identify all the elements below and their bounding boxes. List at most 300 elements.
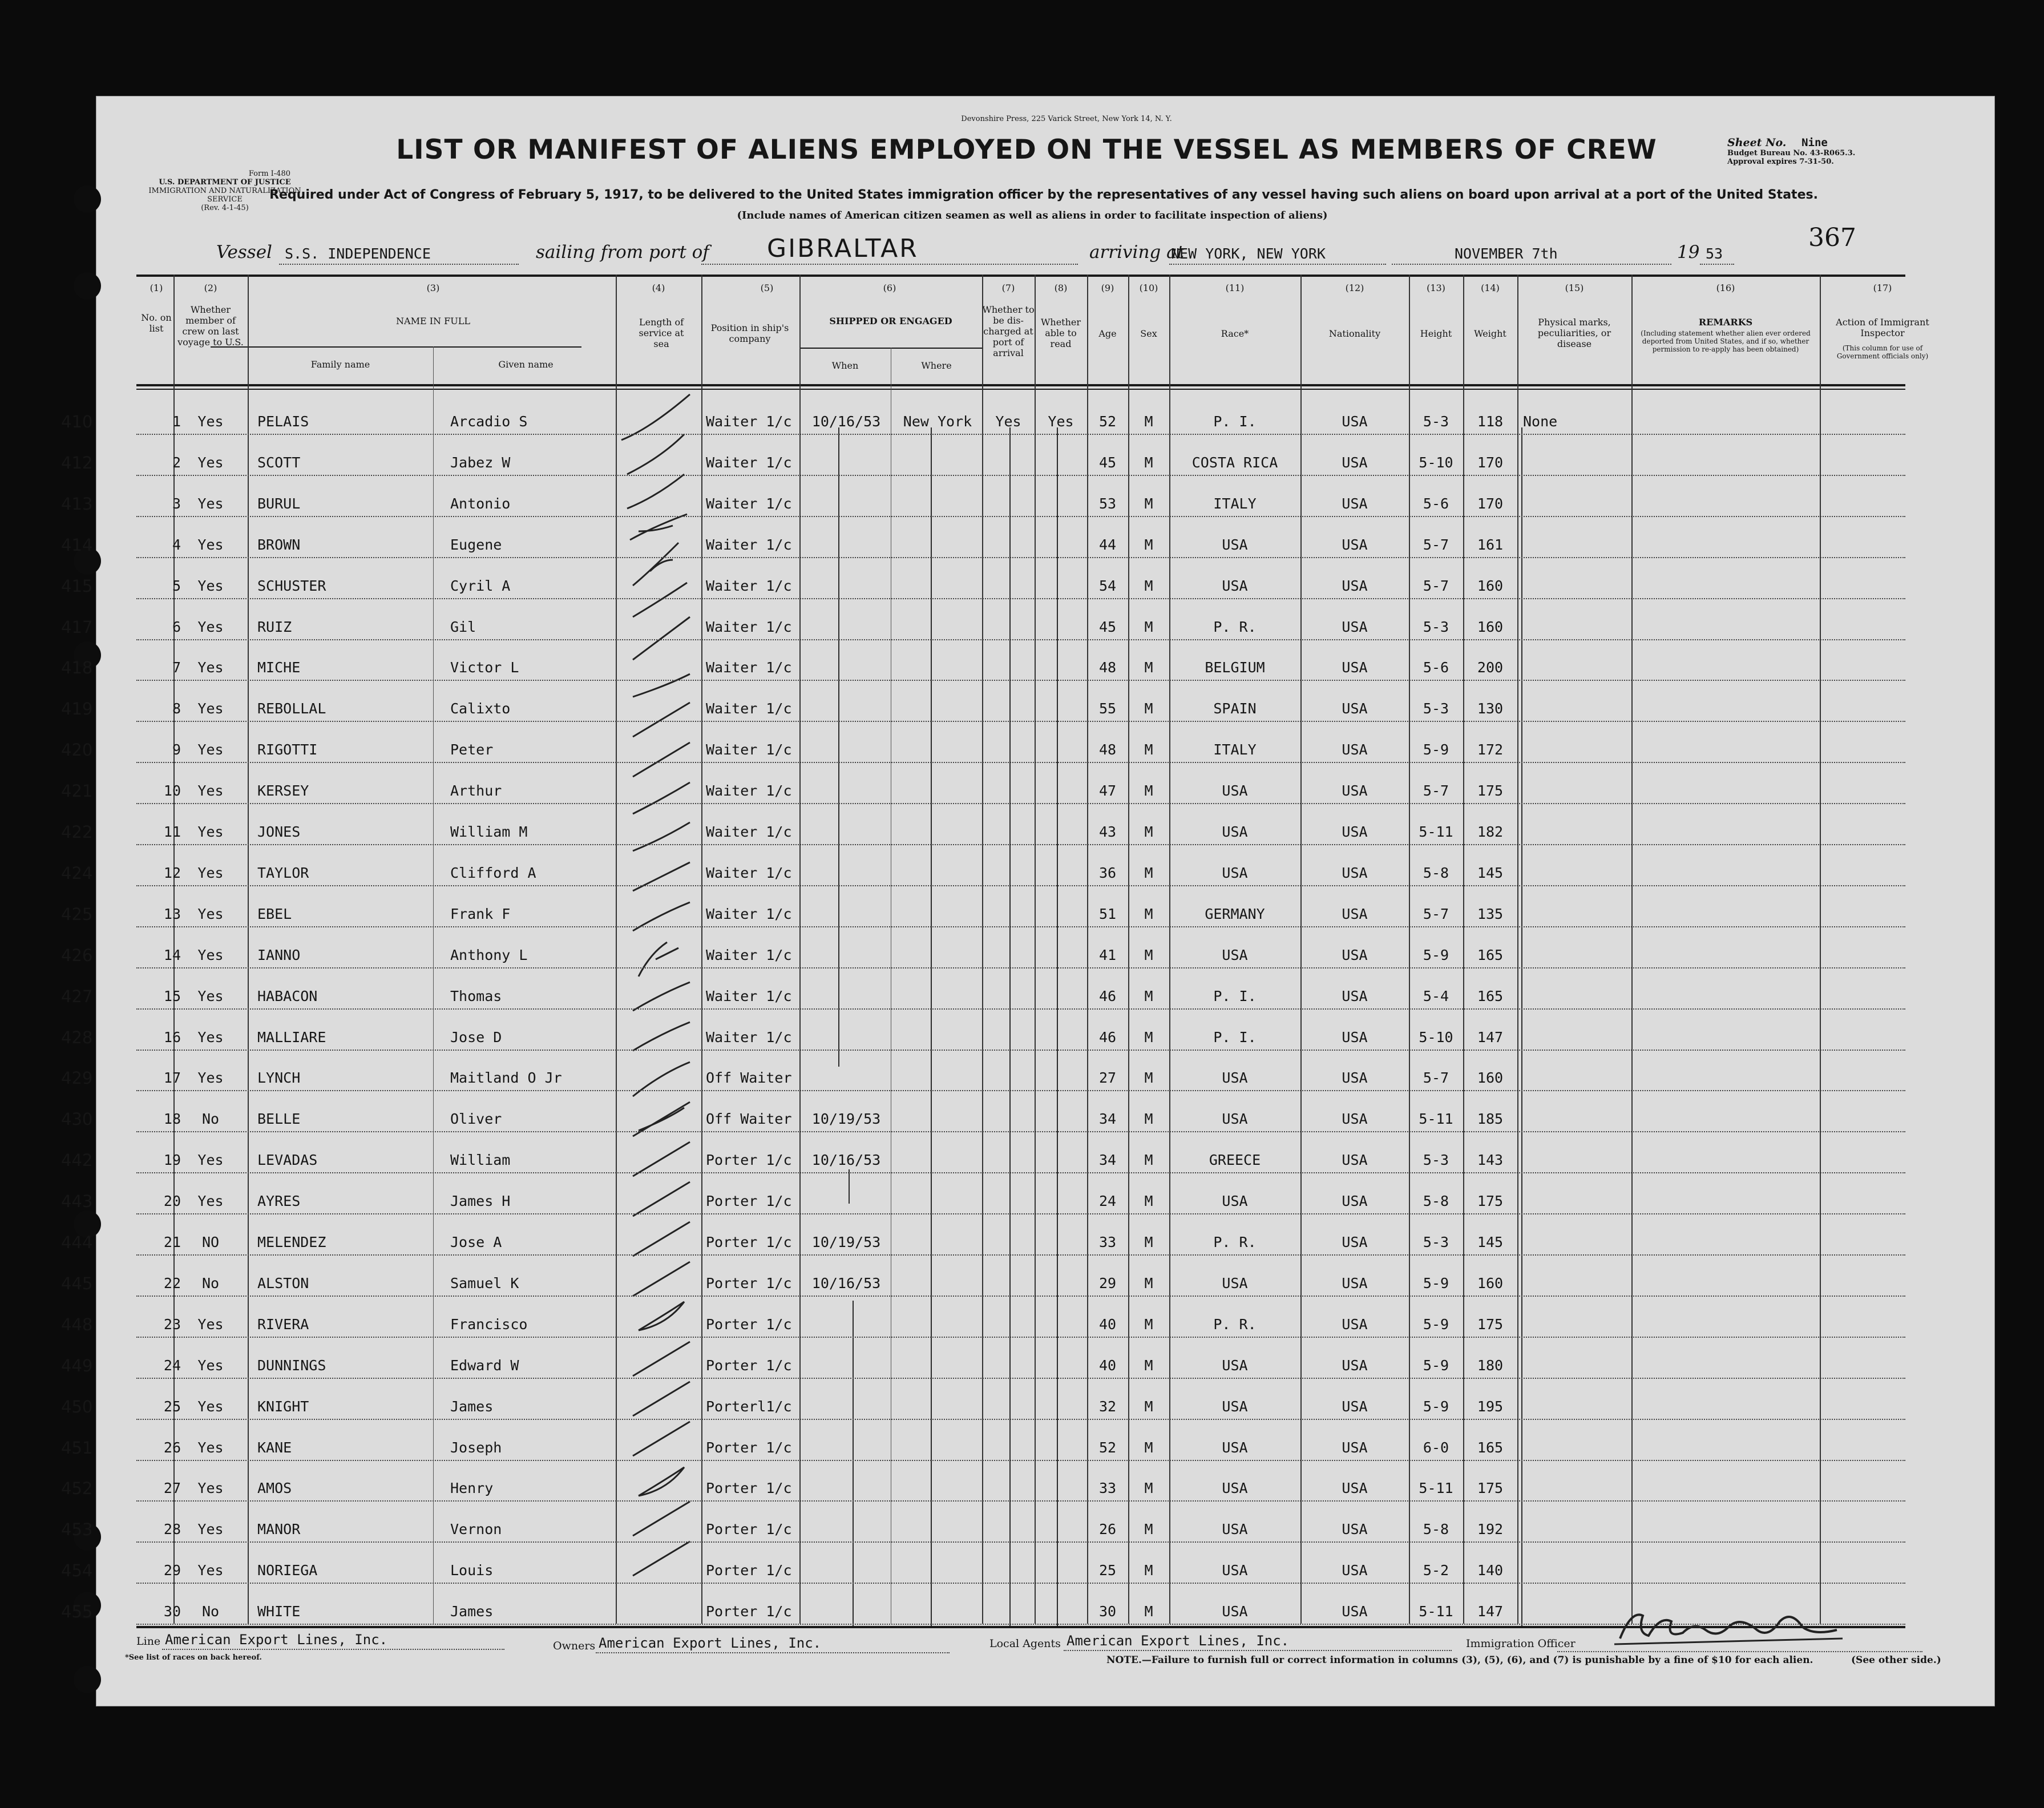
col-number: (11) — [1225, 282, 1245, 293]
cell-family-name: DUNNINGS — [257, 1357, 326, 1374]
cell-given-name: Arcadio S — [450, 413, 528, 430]
cell-height: 5-4 — [1423, 988, 1449, 1004]
cell-given-name: Peter — [450, 741, 494, 758]
header-no-on-list: No. on list — [141, 312, 172, 334]
cell-height: 5-7 — [1423, 1070, 1449, 1086]
cell-sex: M — [1144, 1316, 1153, 1333]
row-rule — [136, 1460, 1905, 1461]
cell-height: 5-6 — [1423, 495, 1449, 512]
row-rule — [136, 803, 1905, 804]
cell-weight: 145 — [1477, 865, 1504, 881]
cell-age: 34 — [1098, 1152, 1117, 1168]
cell-shipped-when: 10/19/53 — [811, 1234, 881, 1250]
header-family-name: Family name — [310, 359, 370, 370]
cell-sex: M — [1144, 1603, 1153, 1620]
cell-age: 29 — [1098, 1275, 1117, 1292]
cell-row-number: 2 — [172, 454, 181, 471]
cell-height: 5-11 — [1419, 1111, 1453, 1127]
cell-sex: M — [1144, 619, 1153, 635]
cell-sex: M — [1144, 947, 1153, 963]
cell-previous-voyage: Yes — [197, 741, 224, 758]
cell-shipped-when: 10/16/53 — [811, 413, 881, 430]
cell-weight: 195 — [1477, 1398, 1504, 1415]
row-rule — [136, 1131, 1905, 1132]
col-number: (4) — [652, 282, 665, 293]
cell-height: 5-10 — [1419, 454, 1453, 471]
cell-weight: 160 — [1477, 1070, 1504, 1086]
cell-previous-voyage: No — [201, 1275, 220, 1292]
vessel-name: S.S. INDEPENDENCE — [285, 245, 431, 262]
cell-age: 53 — [1098, 495, 1117, 512]
year-prefix: 19 — [1677, 242, 1700, 263]
cell-height: 5-7 — [1423, 536, 1449, 553]
cell-family-name: MELENDEZ — [257, 1234, 326, 1250]
cell-row-number: 5 — [172, 578, 181, 594]
cell-row-number: 30 — [163, 1603, 181, 1620]
cell-race: P. R. — [1213, 619, 1257, 635]
budget-bureau: Budget Bureau No. 43-R065.3. — [1727, 149, 1856, 158]
cell-weight: 165 — [1477, 1439, 1504, 1456]
cell-race: USA — [1222, 824, 1248, 840]
cell-given-name: Clifford A — [450, 865, 536, 881]
cell-sex: M — [1144, 1439, 1153, 1456]
cell-nationality: USA — [1342, 865, 1368, 881]
cell-row-number: 11 — [163, 824, 181, 840]
cell-sex: M — [1144, 1275, 1153, 1292]
cell-family-name: WHITE — [257, 1603, 301, 1620]
cell-race: USA — [1222, 1398, 1248, 1415]
row-rule — [136, 844, 1905, 845]
cell-sex: M — [1144, 1070, 1153, 1086]
col-number: (12) — [1345, 282, 1364, 293]
cell-age: 46 — [1098, 988, 1117, 1004]
local-agents-value: American Export Lines, Inc. — [1067, 1633, 1290, 1649]
cell-age: 51 — [1098, 906, 1117, 922]
cell-given-name: Vernon — [450, 1521, 502, 1537]
cell-position: Porter 1/c — [706, 1316, 792, 1333]
approval-expires: Approval expires 7-31-50. — [1727, 158, 1834, 166]
cell-race: USA — [1222, 1357, 1248, 1374]
cell-nationality: USA — [1342, 1521, 1368, 1537]
cell-age: 34 — [1098, 1111, 1117, 1127]
cell-row-number: 3 — [172, 495, 181, 512]
form-agency-line: IMMIGRATION AND NATURALIZATION SERVICE — [148, 187, 301, 204]
margin-number: 452 — [61, 1479, 93, 1498]
cell-age: 46 — [1098, 1029, 1117, 1046]
cell-sex: M — [1144, 1111, 1153, 1127]
cell-age: 41 — [1098, 947, 1117, 963]
margin-number: 444 — [61, 1233, 93, 1252]
cell-height: 5-3 — [1423, 413, 1449, 430]
cell-weight: 135 — [1477, 906, 1504, 922]
cell-position: Off Waiter — [706, 1111, 792, 1127]
cell-nationality: USA — [1342, 536, 1368, 553]
cell-age: 43 — [1098, 824, 1117, 840]
cell-race: USA — [1222, 782, 1248, 799]
cell-height: 5-6 — [1423, 659, 1449, 676]
cell-row-number: 24 — [163, 1357, 181, 1374]
cell-family-name: AYRES — [257, 1193, 301, 1209]
cell-family-name: IANNO — [257, 947, 301, 963]
row-rule — [136, 1296, 1905, 1297]
cell-position: Waiter 1/c — [706, 619, 792, 635]
col-number: (3) — [426, 282, 440, 293]
cell-sex: M — [1144, 865, 1153, 881]
col-number: (9) — [1101, 282, 1114, 293]
header-shipped-or-engaged: SHIPPED OR ENGAGED — [829, 316, 952, 326]
margin-number: 448 — [61, 1315, 93, 1334]
cell-row-number: 22 — [163, 1275, 181, 1292]
cell-race: USA — [1222, 1111, 1248, 1127]
cell-age: 32 — [1098, 1398, 1117, 1415]
cell-given-name: Maitland O Jr — [450, 1070, 562, 1086]
cell-given-name: Joseph — [450, 1439, 502, 1456]
cell-given-name: Henry — [450, 1480, 494, 1496]
cell-row-number: 17 — [163, 1070, 181, 1086]
cell-height: 5-11 — [1419, 1480, 1453, 1496]
margin-number: 443 — [61, 1192, 93, 1211]
cell-row-number: 20 — [163, 1193, 181, 1209]
cell-age: 33 — [1098, 1234, 1117, 1250]
crew-table — [61, 96, 1994, 1706]
cell-nationality: USA — [1342, 659, 1368, 676]
cell-previous-voyage: Yes — [197, 659, 224, 676]
cell-given-name: Thomas — [450, 988, 502, 1004]
cell-position: Waiter 1/c — [706, 536, 792, 553]
cell-position: Off Waiter — [706, 1070, 792, 1086]
cell-nationality: USA — [1342, 988, 1368, 1004]
col-number: (16) — [1716, 282, 1735, 293]
cell-previous-voyage: Yes — [197, 906, 224, 922]
footer-note: NOTE.—Failure to furnish full or correct information in columns (3), (5), (6), and (7) is punishable by a fine of $10 for each alien. — [1106, 1654, 1813, 1666]
col-number: (14) — [1481, 282, 1500, 293]
cell-height: 5-10 — [1419, 1029, 1453, 1046]
margin-number: 449 — [61, 1356, 93, 1375]
cell-weight: 147 — [1477, 1603, 1504, 1620]
cell-weight: 160 — [1477, 578, 1504, 594]
cell-position: Waiter 1/c — [706, 1029, 792, 1046]
cell-previous-voyage: Yes — [197, 700, 224, 717]
cell-nationality: USA — [1342, 947, 1368, 963]
cell-given-name: Eugene — [450, 536, 502, 553]
cell-weight: 118 — [1477, 413, 1504, 430]
cell-given-name: Frank F — [450, 906, 511, 922]
cell-given-name: James — [450, 1398, 494, 1415]
cell-family-name: SCOTT — [257, 454, 301, 471]
cell-row-number: 8 — [172, 700, 181, 717]
cell-previous-voyage: Yes — [197, 495, 224, 512]
owners-value: American Export Lines, Inc. — [599, 1635, 822, 1651]
col-number: (1) — [150, 282, 163, 293]
cell-shipped-where: New York — [903, 413, 972, 430]
cell-weight: 200 — [1477, 659, 1504, 676]
cell-age: 25 — [1098, 1562, 1117, 1579]
cell-position: Waiter 1/c — [706, 413, 792, 430]
cell-given-name: Victor L — [450, 659, 519, 676]
row-rule — [136, 516, 1905, 517]
arrival-year: 53 — [1706, 245, 1723, 262]
margin-number: 420 — [61, 740, 93, 760]
header-race: Race* — [1221, 328, 1249, 339]
cell-age: 30 — [1098, 1603, 1117, 1620]
cell-previous-voyage: Yes — [197, 947, 224, 963]
footer — [114, 1632, 1985, 1683]
stamp-number: 367 — [1808, 223, 1856, 252]
cell-age: 24 — [1098, 1193, 1117, 1209]
cell-position: Porter 1/c — [706, 1234, 792, 1250]
cell-race: ITALY — [1213, 495, 1257, 512]
cell-race: USA — [1222, 1521, 1248, 1537]
margin-number: 413 — [61, 494, 93, 514]
cell-position: Waiter 1/c — [706, 906, 792, 922]
cell-position: Waiter 1/c — [706, 495, 792, 512]
cell-given-name: William — [450, 1152, 511, 1168]
cell-weight: 175 — [1477, 1316, 1504, 1333]
header-physical-marks: Physical marks, peculiarities, or disease — [1537, 317, 1611, 349]
margin-number: 414 — [61, 535, 93, 555]
cell-nationality: USA — [1342, 495, 1368, 512]
document-title: LIST OR MANIFEST OF ALIENS EMPLOYED ON THE VESSEL AS MEMBERS OF CREW — [396, 134, 1657, 166]
races-note: *See list of races on back hereof. — [125, 1653, 262, 1662]
cell-age: 47 — [1098, 782, 1117, 799]
cell-given-name: Calixto — [450, 700, 511, 717]
margin-number: 419 — [61, 699, 93, 719]
cell-position: Waiter 1/c — [706, 782, 792, 799]
cell-race: USA — [1222, 1070, 1248, 1086]
row-rule — [136, 680, 1905, 681]
cell-race: GREECE — [1209, 1152, 1261, 1168]
cell-position: Porter 1/c — [706, 1275, 792, 1292]
cell-race: ITALY — [1213, 741, 1257, 758]
cell-weight: 130 — [1477, 700, 1504, 717]
cell-row-number: 12 — [163, 865, 181, 881]
row-rule — [136, 926, 1905, 927]
cell-previous-voyage: No — [201, 1111, 220, 1127]
cell-row-number: 15 — [163, 988, 181, 1004]
cell-given-name: Antonio — [450, 495, 511, 512]
header-discharged: Whether to be dis-charged at port of arrival — [982, 304, 1035, 358]
cell-age: 45 — [1098, 619, 1117, 635]
cell-sex: M — [1144, 988, 1153, 1004]
margin-number: 410 — [61, 412, 93, 431]
cell-given-name: Oliver — [450, 1111, 502, 1127]
cell-given-name: Samuel K — [450, 1275, 519, 1292]
cell-race: USA — [1222, 1603, 1248, 1620]
cell-age: 26 — [1098, 1521, 1117, 1537]
cell-age: 54 — [1098, 578, 1117, 594]
cell-nationality: USA — [1342, 700, 1368, 717]
cell-sex: M — [1144, 1234, 1153, 1250]
cell-previous-voyage: Yes — [197, 413, 224, 430]
row-rule — [136, 1172, 1905, 1173]
margin-number: 412 — [61, 453, 93, 473]
cell-weight: 145 — [1477, 1234, 1504, 1250]
header-where: Where — [921, 360, 952, 371]
cell-height: 5-9 — [1423, 947, 1449, 963]
cell-height: 5-7 — [1423, 578, 1449, 594]
cell-race: P. I. — [1213, 1029, 1257, 1046]
cell-row-number: 23 — [163, 1316, 181, 1333]
cell-age: 40 — [1098, 1316, 1117, 1333]
cell-row-number: 25 — [163, 1398, 181, 1415]
cell-position: Porter 1/c — [706, 1193, 792, 1209]
cell-row-number: 16 — [163, 1029, 181, 1046]
cell-previous-voyage: Yes — [197, 1070, 224, 1086]
cell-height: 5-8 — [1423, 1193, 1449, 1209]
local-agents-label: Local Agents — [989, 1637, 1061, 1650]
cell-family-name: ALSTON — [257, 1275, 309, 1292]
cell-age: 48 — [1098, 659, 1117, 676]
cell-nationality: USA — [1342, 782, 1368, 799]
cell-nationality: USA — [1342, 906, 1368, 922]
cell-previous-voyage: Yes — [197, 782, 224, 799]
cell-shipped-when: 10/16/53 — [811, 1275, 881, 1292]
cell-height: 5-3 — [1423, 1152, 1449, 1168]
margin-number: 427 — [61, 987, 93, 1006]
cell-row-number: 28 — [163, 1521, 181, 1537]
cell-age: 48 — [1098, 741, 1117, 758]
cell-sex: M — [1144, 1480, 1153, 1496]
cell-weight: 165 — [1477, 947, 1504, 963]
cell-height: 5-11 — [1419, 1603, 1453, 1620]
cell-nationality: USA — [1342, 454, 1368, 471]
cell-height: 5-9 — [1423, 1398, 1449, 1415]
cell-sex: M — [1144, 578, 1153, 594]
officer-signature — [1609, 1604, 1848, 1650]
cell-given-name: Gil — [450, 619, 476, 635]
document-subtitle: Required under Act of Congress of February 5, 1917, to be delivered to the United States immigration officer by the representatives of any vessel having such aliens on board upon arrival at a port of the United States. — [269, 188, 1818, 202]
document-subtitle-note: (Include names of American citizen seamen as well as aliens in order to facilitate inspection of aliens) — [737, 209, 1328, 221]
cell-previous-voyage: Yes — [197, 988, 224, 1004]
header-length-of-service: Length of service at sea — [639, 317, 684, 349]
cell-sex: M — [1144, 1193, 1153, 1209]
cell-position: Waiter 1/c — [706, 454, 792, 471]
col-number: (15) — [1565, 282, 1584, 293]
header-action-inspector: Action of Immigrant Inspector — [1836, 317, 1929, 338]
cell-family-name: REBOLLAL — [257, 700, 326, 717]
cell-position: Porter 1/c — [706, 1152, 792, 1168]
cell-family-name: BROWN — [257, 536, 301, 553]
cell-height: 5-7 — [1423, 782, 1449, 799]
form-number: Form I-480 — [248, 170, 290, 178]
cell-position: Porter 1/c — [706, 1521, 792, 1537]
cell-previous-voyage: No — [201, 1603, 220, 1620]
cell-weight: 143 — [1477, 1152, 1504, 1168]
header-sex: Sex — [1140, 328, 1157, 339]
cell-weight: 185 — [1477, 1111, 1504, 1127]
cell-family-name: BURUL — [257, 495, 301, 512]
cell-row-number: 7 — [172, 659, 181, 676]
cell-race: USA — [1222, 1439, 1248, 1456]
cell-sex: M — [1144, 1398, 1153, 1415]
cell-sex: M — [1144, 413, 1153, 430]
cell-weight: 170 — [1477, 495, 1504, 512]
cell-height: 5-7 — [1423, 906, 1449, 922]
cell-family-name: MANOR — [257, 1521, 301, 1537]
row-rule — [136, 1541, 1905, 1543]
cell-previous-voyage: Yes — [197, 578, 224, 594]
cell-race: USA — [1222, 578, 1248, 594]
cell-position: Waiter 1/c — [706, 988, 792, 1004]
cell-row-number: 9 — [172, 741, 181, 758]
cell-race: BELGIUM — [1205, 659, 1265, 676]
cell-previous-voyage: Yes — [197, 1521, 224, 1537]
cell-race: USA — [1222, 536, 1248, 553]
cell-nationality: USA — [1342, 578, 1368, 594]
header-remarks: REMARKS — [1698, 317, 1753, 328]
cell-family-name: LEVADAS — [257, 1152, 318, 1168]
cell-height: 6-0 — [1423, 1439, 1449, 1456]
cell-given-name: James H — [450, 1193, 511, 1209]
cell-previous-voyage: Yes — [197, 1398, 224, 1415]
cell-family-name: PELAIS — [257, 413, 309, 430]
col-number: (5) — [760, 282, 774, 293]
header-action-note: (This column for use of Government officials only) — [1836, 344, 1929, 360]
cell-shipped-when: 10/16/53 — [811, 1152, 881, 1168]
cell-nationality: USA — [1342, 1275, 1368, 1292]
cell-weight: 165 — [1477, 988, 1504, 1004]
cell-age: 33 — [1098, 1480, 1117, 1496]
cell-family-name: EBEL — [257, 906, 292, 922]
cell-nationality: USA — [1342, 1111, 1368, 1127]
margin-number: 429 — [61, 1068, 93, 1088]
cell-position: Waiter 1/c — [706, 947, 792, 963]
cell-age: 36 — [1098, 865, 1117, 881]
cell-shipped-when: 10/19/53 — [811, 1111, 881, 1127]
cell-previous-voyage: Yes — [197, 1152, 224, 1168]
row-rule — [136, 1050, 1905, 1051]
cell-height: 5-9 — [1423, 1275, 1449, 1292]
cell-row-number: 18 — [163, 1111, 181, 1127]
owners-label: Owners — [553, 1640, 596, 1652]
row-rule — [136, 1213, 1905, 1214]
cell-position: Waiter 1/c — [706, 700, 792, 717]
cell-weight: 175 — [1477, 1193, 1504, 1209]
cell-race: P. I. — [1213, 988, 1257, 1004]
margin-number: 445 — [61, 1274, 93, 1293]
cell-sex: M — [1144, 1357, 1153, 1374]
cell-family-name: MALLIARE — [257, 1029, 326, 1046]
row-rule — [136, 967, 1905, 968]
departure-port: GIBRALTAR — [767, 234, 919, 263]
margin-number: 455 — [61, 1602, 93, 1621]
cell-nationality: USA — [1342, 1480, 1368, 1496]
row-rule — [136, 1378, 1905, 1379]
cell-given-name: Jabez W — [450, 454, 511, 471]
col-number: (7) — [1001, 282, 1015, 293]
cell-race: COSTA RICA — [1191, 454, 1278, 471]
cell-age: 55 — [1098, 700, 1117, 717]
cell-row-number: 4 — [172, 536, 181, 553]
cell-family-name: SCHUSTER — [257, 578, 326, 594]
row-rule — [136, 1090, 1905, 1091]
cell-given-name: Anthony L — [450, 947, 528, 963]
cell-previous-voyage: Yes — [197, 454, 224, 471]
cell-sex: M — [1144, 700, 1153, 717]
cell-previous-voyage: NO — [201, 1234, 220, 1250]
row-rule — [136, 1583, 1905, 1584]
cell-height: 5-9 — [1423, 1316, 1449, 1333]
row-rule — [136, 475, 1905, 476]
cell-row-number: 6 — [172, 619, 181, 635]
margin-number: 418 — [61, 658, 93, 677]
header-remarks-note: (Including statement whether alien ever ordered deported from United States, and if so, whether permission to re-apply has been obtained) — [1641, 329, 1811, 353]
cell-sex: M — [1144, 495, 1153, 512]
margin-number: 425 — [61, 905, 93, 924]
row-rule — [136, 885, 1905, 886]
cell-family-name: KANE — [257, 1439, 292, 1456]
cell-height: 5-2 — [1423, 1562, 1449, 1579]
